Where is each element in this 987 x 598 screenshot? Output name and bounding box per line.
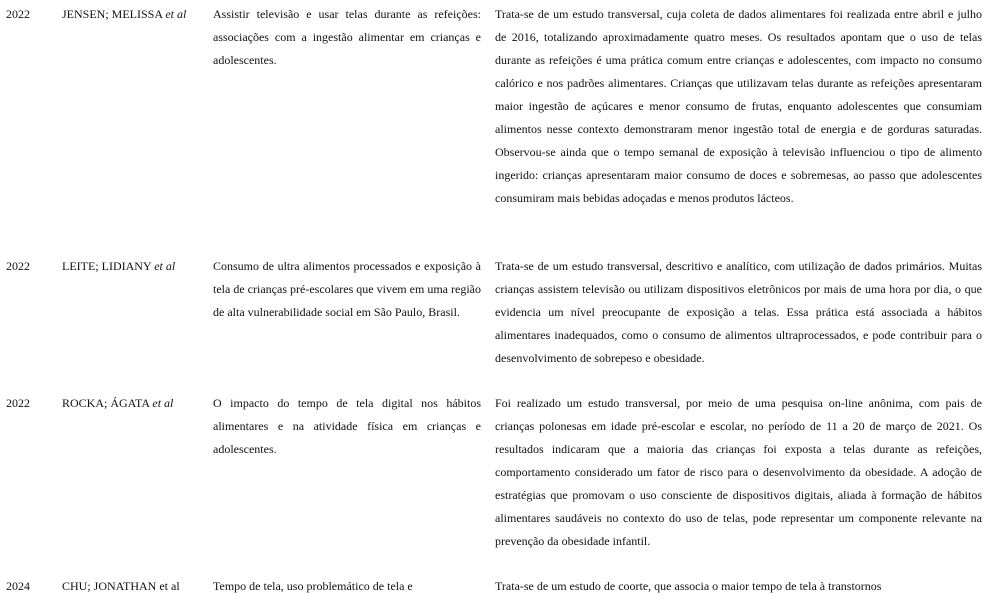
- summary-cell: Foi realizado um estudo transversal, por meio de uma pesquisa on-line anônima, com pais de crianças polonesas em idade pré-escolar e escolar, no período de 11 a 20 de março de 2021. Os resultados indicaram que a maioria das crianças foi exposta a telas durante as refeições, comportamento considerado um fator de risco para o desenvolvimento da obesidade. A adoção de estratégias que promovam o uso consciente de dispositivos digitais, aliada à formação de hábitos alimentares saudáveis no contexto do uso de telas, pode representar um componente relevante na prevenção da obesidade infantil.: [495, 396, 982, 548]
- author-name: ROCKA; ÁGATA: [62, 396, 150, 410]
- author-cell: [62, 3, 199, 26]
- title-cell: Assistir televisão e usar telas durante as refeições: associações com a ingestão alimentar em crianças e adolescentes.: [213, 7, 481, 67]
- author-name: LEITE; LIDIANY: [62, 259, 152, 273]
- title-cell: Tempo de tela, uso problemático de tela e: [213, 579, 413, 593]
- author-suffix: et al: [165, 7, 187, 21]
- author-suffix: et al: [154, 259, 176, 273]
- title-cell: Consumo de ultra alimentos processados e exposição à tela de crianças pré-escolares que vivem em uma região de alta vulnerabilidade social em São Paulo, Brasil.: [213, 259, 481, 319]
- summary-cell: Trata-se de um estudo de coorte, que associa o maior tempo de tela à transtornos: [495, 579, 882, 593]
- year-cell: 2022: [6, 259, 30, 273]
- year-cell: 2024: [6, 579, 30, 593]
- summary-cell: Trata-se de um estudo transversal, descritivo e analítico, com utilização de dados primários. Muitas crianças assistem televisão ou utilizam dispositivos eletrônicos por mais de uma hora por dia, o que evidencia um nível preocupante de exposição a telas. Essa prática está associada a hábitos alimentares inadequados, como o consumo de alimentos ultraprocessados, e pode contribuir para o desenvolvimento de sobrepeso e obesidade.: [495, 259, 982, 365]
- title-cell: O impacto do tempo de tela digital nos hábitos alimentares e na atividade física em crianças e adolescentes.: [213, 396, 481, 456]
- author-cell: [62, 255, 199, 278]
- year-cell: 2022: [6, 396, 30, 410]
- author-cell: [62, 575, 199, 598]
- author-name: JENSEN; MELISSA: [62, 7, 163, 21]
- summary-cell: Trata-se de um estudo transversal, cuja coleta de dados alimentares foi realizada entre abril e julho de 2016, totalizando aproximadamente quatro meses. Os resultados apontam que o uso de telas durante as refeições é uma prática comum entre crianças e adolescentes, com impacto no consumo calórico e nos padrões alimentares. Crianças que utilizavam telas durante as refeições apresentaram maior ingestão de açúcares e menor consumo de frutas, enquanto adolescentes que consumiam alimentos nesse contexto demonstraram menor ingestão total de energia e de gorduras saturadas. Observou-se ainda que o tempo semanal de exposição à televisão influenciou o tipo de alimento ingerido: crianças apresentaram maior consumo de doces e sobremesas, ao passo que adolescentes consumiram mais bebidas adoçadas e menos produtos lácteos.: [495, 7, 982, 205]
- author-name: CHU; JONATHAN et al: [62, 579, 180, 593]
- author-cell: [62, 392, 199, 415]
- year-cell: 2022: [6, 7, 30, 21]
- author-suffix: et al: [152, 396, 174, 410]
